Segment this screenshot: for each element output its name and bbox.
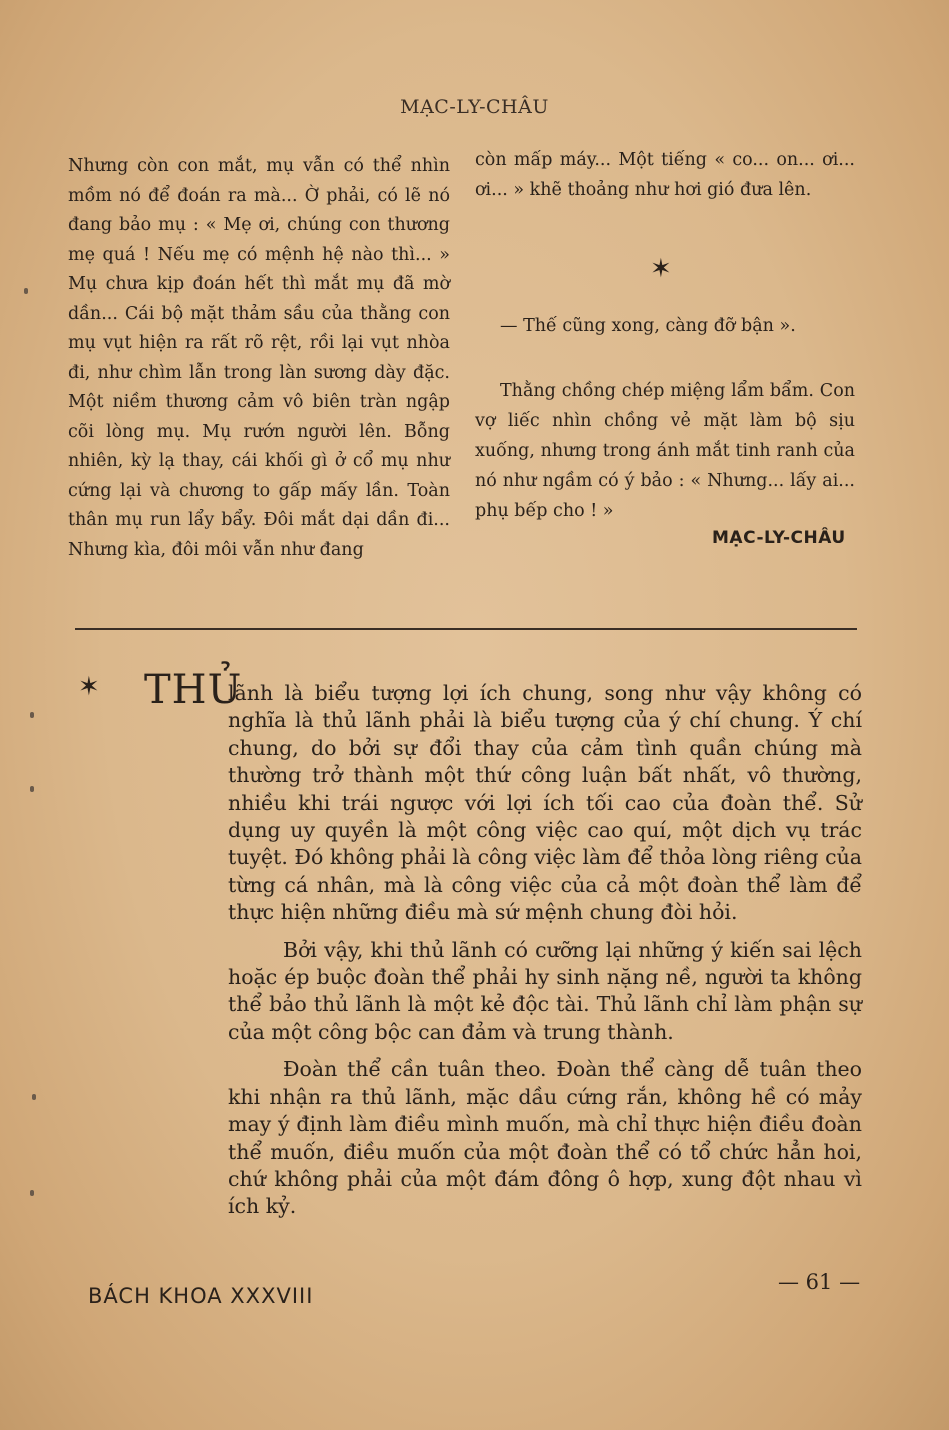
margin-mark xyxy=(30,712,34,718)
drop-cap: THỦ xyxy=(144,667,243,713)
margin-mark xyxy=(30,786,34,792)
right-column-paragraph-1: còn mấp máy... Một tiếng « co... on... ơi... ơi... » khẽ thoảng như hơi gió đưa lên. xyxy=(475,150,855,200)
margin-mark xyxy=(24,288,28,294)
star-ornament-icon: ✶ xyxy=(650,254,672,284)
left-column-text xyxy=(68,152,450,565)
right-column-paragraph-2: Thằng chồng chép miệng lẩm bẩm. Con vợ liếc nhìn chồng vẻ mặt làm bộ sịu xuống, nhưng trong ánh mắt tinh ranh của nó như ngầm có ý bảo : « Nhưng... lấy ai... phụ bếp cho ! » xyxy=(475,380,855,521)
author-signature: MẠC-LY-CHÂU xyxy=(712,528,846,548)
section-divider xyxy=(75,628,857,630)
left-column-paragraph: Nhưng còn con mắt, mụ vẫn có thể nhìn mồm nó để đoán ra mà... Ờ phải, có lẽ nó đang bảo mụ : « Mẹ ơi, chúng con thương mẹ quá ! Nếu mẹ có mệnh hệ nào thì... » Mụ chưa kịp đoán hết thì mắt mụ đã mờ dần... Cái bộ mặt thảm sầu của thằng con mụ vụt hiện ra rất rõ rệt, rồi lại vụt nhòa đi, như chìm lẫn trong làn sương dày đặc. Một niềm thương cảm vô biên tràn ngập cõi lòng mụ. Mụ rướn người lên. Bỗng nhiên, kỳ lạ thay, cái khối gì ở cổ mụ như cứng lại và chương to gấp mấy lần. Toàn thân mụ run lẩy bẩy. Đôi mắt dại dần đi... Nhưng kìa, đôi môi vẫn như đang xyxy=(68,156,450,560)
running-head: MẠC-LY-CHÂU xyxy=(400,96,549,118)
essay-paragraph-1: lãnh là biểu tượng lợi ích chung, song như vậy không có nghĩa là thủ lãnh phải là biểu tượng của ý chí chung. Ý chí chung, do bởi sự đổi thay của cảm tình quần chúng mà thường trở thành một thứ công luận bất nhất, vô thường, nhiều khi trái ngược với lợi ích tối cao của đoàn thể. Sử dụng uy quyền là một công việc cao quí, một dịch vụ trác tuyệt. Đó không phải là công việc làm để thỏa lòng riêng của từng cá nhân, mà là công việc của cả một đoàn thể làm để thực hiện những điều mà sứ mệnh chung đòi hỏi. xyxy=(228,681,862,925)
page-number: — 61 — xyxy=(778,1270,861,1294)
margin-mark xyxy=(32,1094,36,1100)
right-column-text xyxy=(475,146,855,205)
margin-mark xyxy=(30,1190,34,1196)
dialog-line: — Thế cũng xong, càng đỡ bận ». xyxy=(500,316,796,336)
essay-paragraph-3: Đoàn thể cần tuân theo. Đoàn thể càng dễ tuân theo khi nhận ra thủ lãnh, mặc dầu cứng rắn, không hề có mảy may ý định làm điều mình muốn, mà chỉ thực hiện điều đoàn thể muốn, điều muốn của một đoàn thể có tổ chức hẳn hoi, chứ không phải của một đám đông ô hợp, xung đột nhau vì ích kỷ. xyxy=(228,1057,862,1219)
star-bullet-icon: ✶ xyxy=(78,672,100,702)
essay-paragraph-2: Bởi vậy, khi thủ lãnh có cưỡng lại những ý kiến sai lệch hoặc ép buộc đoàn thể phải hy sinh nặng nề, người ta không thể bảo thủ lãnh là một kẻ độc tài. Thủ lãnh chỉ làm phận sự của một công bộc can đảm và trung thành. xyxy=(228,937,862,1044)
lower-essay xyxy=(228,680,862,1231)
magazine-footer: BÁCH KHOA XXXVIII xyxy=(88,1284,314,1308)
